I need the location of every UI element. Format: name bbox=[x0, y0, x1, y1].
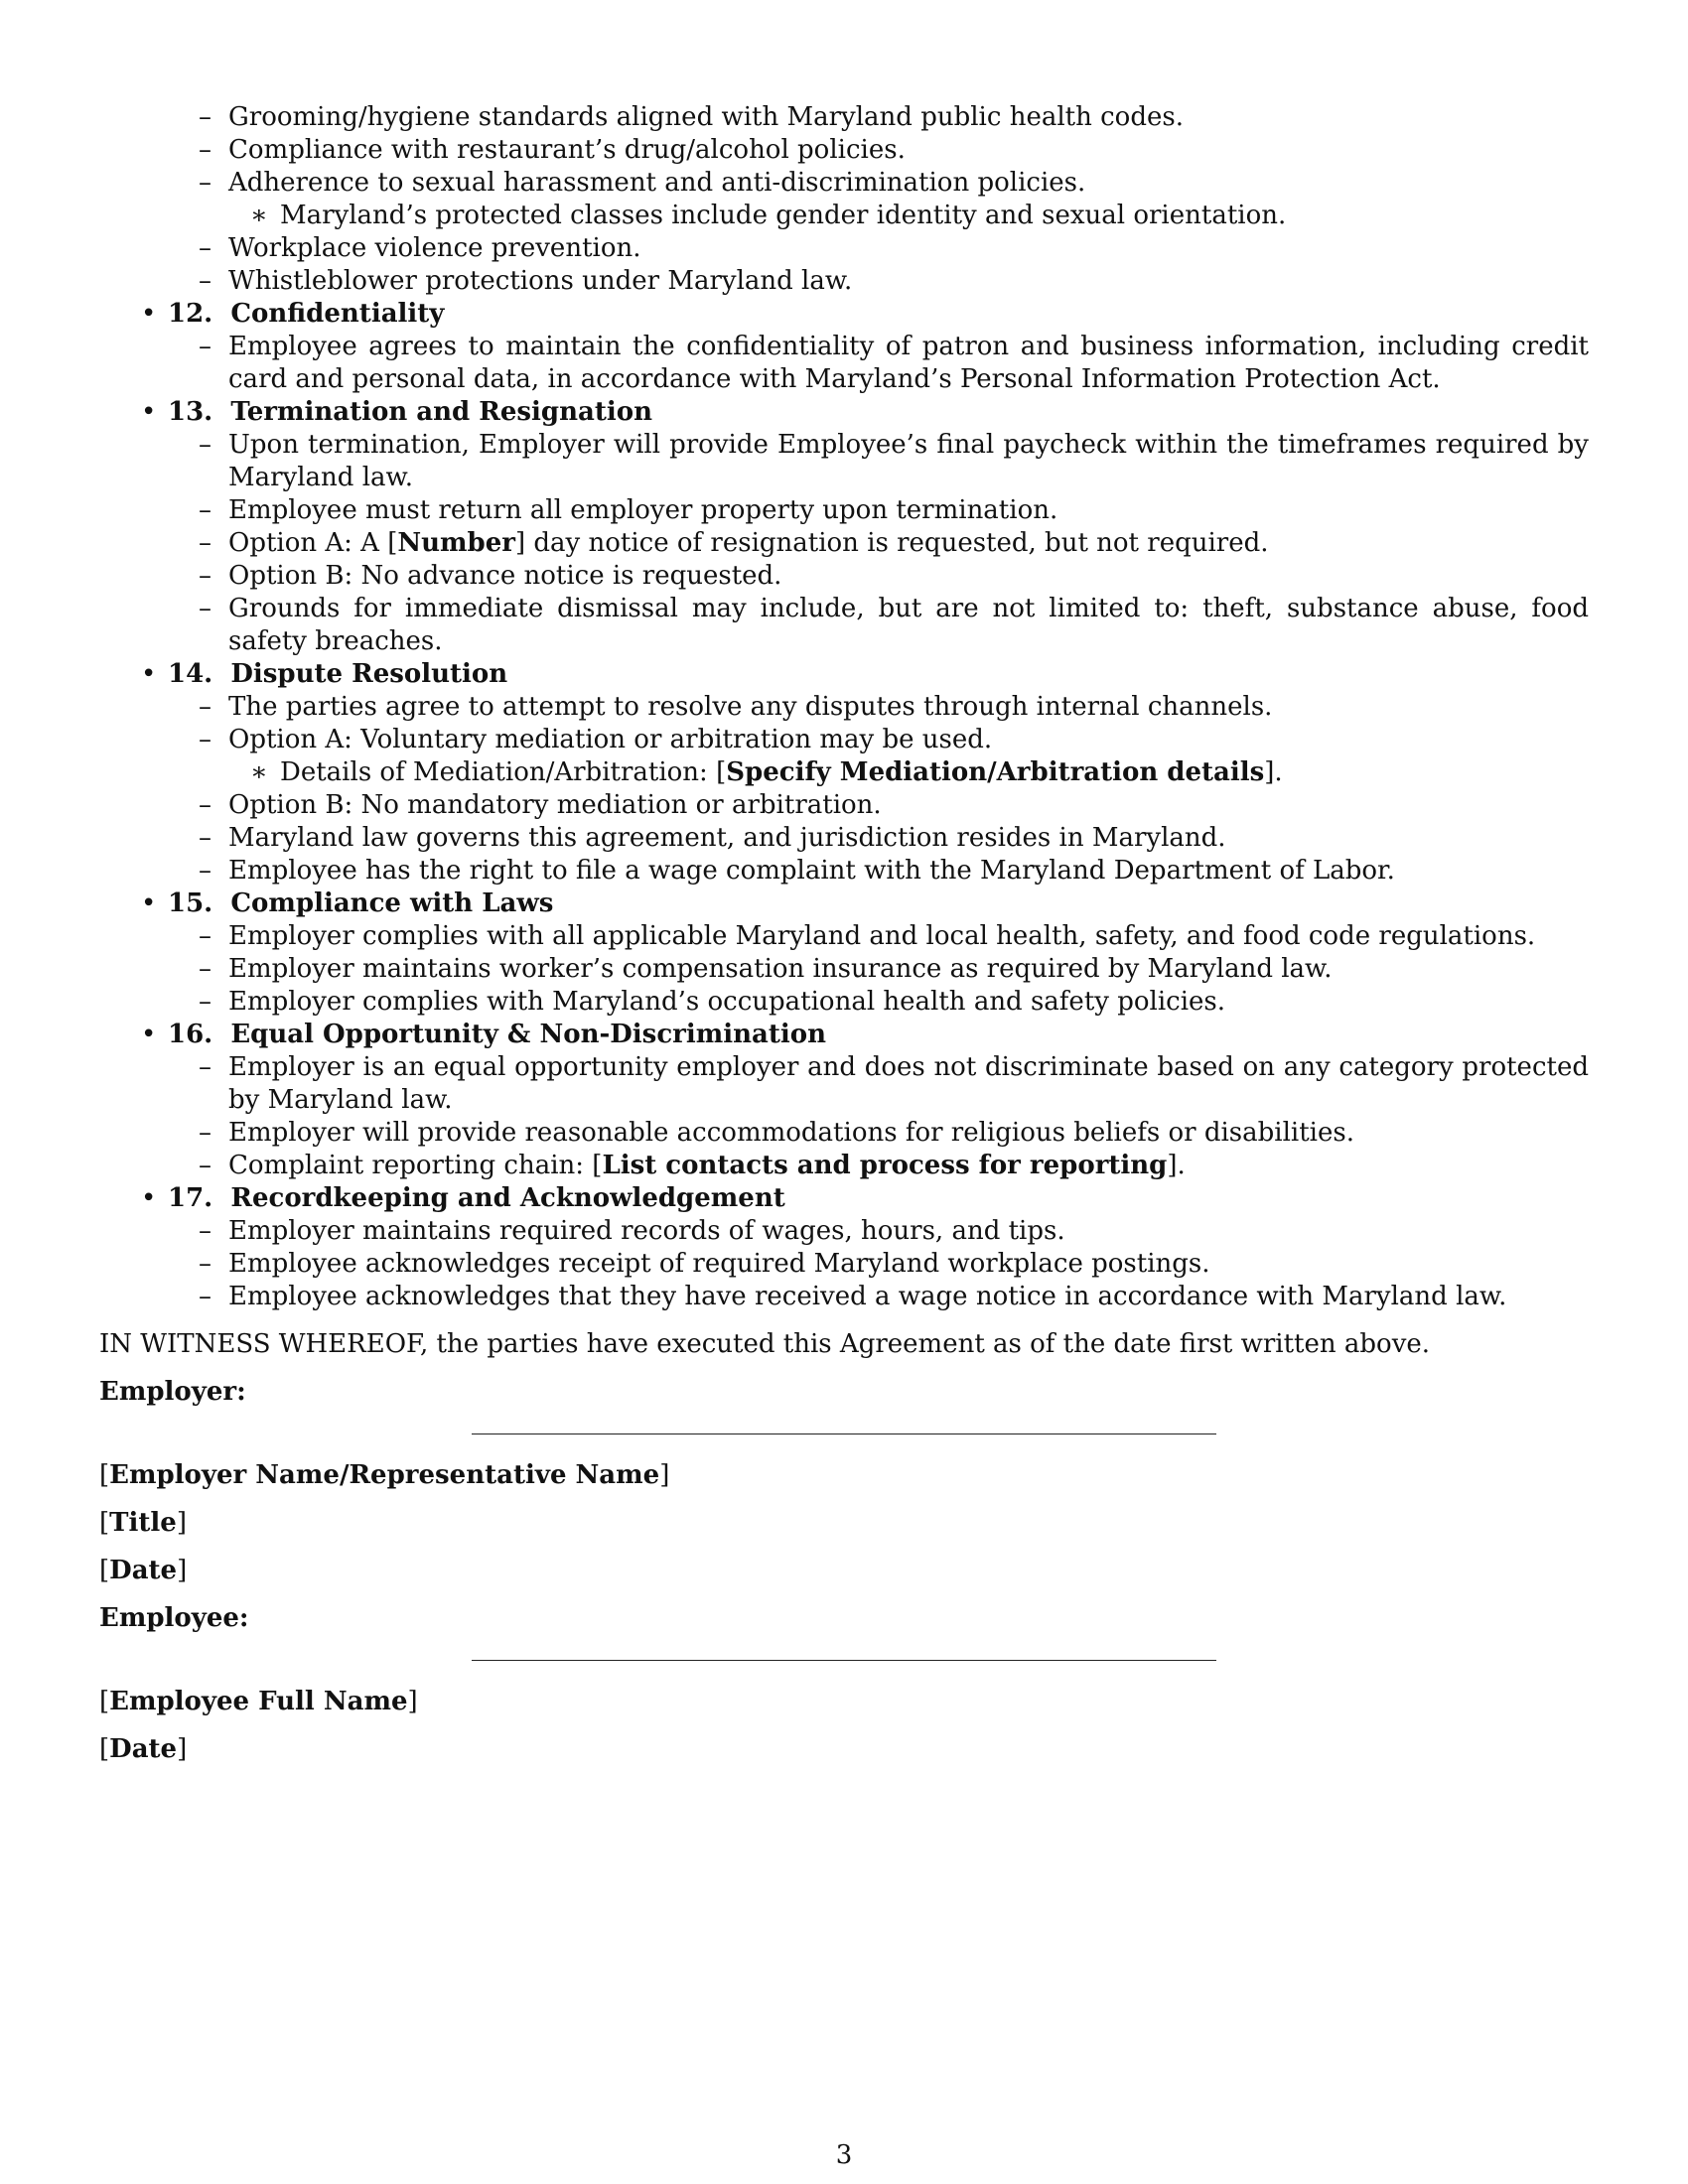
section-title bbox=[168, 1183, 785, 1213]
section-heading bbox=[99, 396, 1589, 429]
item-text: – Compliance with restaurant’s drug/alcohol policies. bbox=[228, 135, 906, 165]
item-text: – Upon termination, Employer will provide Employee’s final paycheck within the timeframes required by Maryland law. bbox=[228, 430, 1589, 492]
item-text-pre: Details of Mediation/Arbitration: [ bbox=[280, 757, 727, 787]
section-title-text: Termination and Resignation bbox=[230, 397, 652, 427]
item-text-post: ]. bbox=[1167, 1151, 1186, 1180]
employer-title-field: [Title] bbox=[99, 1508, 187, 1538]
list-item bbox=[99, 1215, 1589, 1248]
document-body bbox=[99, 101, 1589, 1766]
section-heading bbox=[99, 887, 1589, 920]
placeholder-field: Specify Mediation/Arbitration details bbox=[726, 757, 1265, 787]
employer-date-field: [Date] bbox=[99, 1556, 188, 1585]
item-text: – Employee has the right to file a wage complaint with the Maryland Department of Labor. bbox=[228, 856, 1395, 886]
list-item bbox=[99, 265, 1589, 298]
list-item bbox=[99, 789, 1589, 822]
item-text: – Employer is an equal opportunity employer and does not discriminate based on any category protected by Maryland law. bbox=[228, 1052, 1589, 1115]
item-text: – Employer complies with Maryland’s occupational health and safety policies. bbox=[228, 987, 1226, 1017]
item-text: – Employer maintains required records of wages, hours, and tips. bbox=[228, 1216, 1065, 1246]
list-item bbox=[99, 232, 1589, 265]
employer-name-field: [Employer Name/Representative Name] bbox=[99, 1460, 670, 1490]
section-number: 16. bbox=[168, 1020, 213, 1049]
item-text bbox=[228, 1150, 1589, 1182]
sub-list-item bbox=[99, 756, 1589, 789]
section-list bbox=[99, 298, 1589, 1313]
list-item bbox=[99, 331, 1589, 396]
employer-signature-line[interactable] bbox=[472, 1433, 1216, 1434]
placeholder-field: Number bbox=[397, 528, 515, 558]
list-item bbox=[99, 855, 1589, 887]
section-heading bbox=[99, 658, 1589, 691]
item-text bbox=[280, 756, 1589, 789]
list-item bbox=[99, 724, 1589, 756]
employee-date-field: [Date] bbox=[99, 1734, 188, 1764]
section-title bbox=[168, 299, 444, 329]
placeholder-field: List contacts and process for reporting bbox=[602, 1151, 1168, 1180]
list-item bbox=[99, 527, 1589, 560]
section-title-text: Dispute Resolution bbox=[230, 659, 508, 689]
item-text: – Grounds for immediate dismissal may include, but are not limited to: theft, substance abuse, food safety breaches. bbox=[228, 594, 1589, 656]
item-text: – Grooming/hygiene standards aligned with Maryland public health codes. bbox=[228, 102, 1184, 132]
item-text: – Option B: No mandatory mediation or arbitration. bbox=[228, 790, 882, 820]
item-text-post: ] day notice of resignation is requested, but not required. bbox=[514, 528, 1269, 558]
list-item bbox=[99, 691, 1589, 724]
witness-statement: IN WITNESS WHEREOF, the parties have executed this Agreement as of the date first written above. bbox=[99, 1329, 1431, 1359]
list-item bbox=[99, 494, 1589, 527]
list-item bbox=[99, 822, 1589, 855]
employee-name-field: [Employee Full Name] bbox=[99, 1687, 418, 1716]
section-title-text: Recordkeeping and Acknowledgement bbox=[230, 1183, 785, 1213]
list-item bbox=[99, 134, 1589, 167]
section-number: 17. bbox=[168, 1183, 213, 1213]
section-title-text: Compliance with Laws bbox=[230, 888, 554, 918]
item-text: – Employee acknowledges receipt of required Maryland workplace postings. bbox=[228, 1249, 1210, 1279]
item-text: – Employee acknowledges that they have received a wage notice in accordance with Maryland law. bbox=[228, 1282, 1507, 1311]
list-item bbox=[99, 1117, 1589, 1150]
section-title-text: Confidentiality bbox=[230, 299, 445, 329]
item-text: – Adherence to sexual harassment and anti-discrimination policies. bbox=[228, 168, 1086, 198]
section-number: 14. bbox=[168, 659, 213, 689]
item-text: – Option A: Voluntary mediation or arbitration may be used. bbox=[228, 725, 993, 754]
item-text: – Workplace violence prevention. bbox=[228, 233, 641, 263]
item-text: – Employer complies with all applicable Maryland and local health, safety, and food code regulations. bbox=[228, 921, 1536, 951]
section-title bbox=[168, 397, 652, 427]
list-item bbox=[99, 560, 1589, 593]
item-text-post: ]. bbox=[1264, 757, 1283, 787]
section-title bbox=[168, 888, 553, 918]
item-text: – Employer will provide reasonable accommodations for religious beliefs or disabilities. bbox=[228, 1118, 1354, 1148]
list-item bbox=[99, 1150, 1589, 1182]
list-item bbox=[99, 1051, 1589, 1117]
section-title bbox=[168, 659, 507, 689]
item-text: – Maryland law governs this agreement, and jurisdiction resides in Maryland. bbox=[228, 823, 1226, 853]
item-text-pre: Option A: A [ bbox=[228, 528, 398, 558]
sub-list-item bbox=[99, 200, 1589, 232]
page-number: 3 bbox=[835, 2140, 853, 2170]
list-item bbox=[99, 429, 1589, 494]
employee-label: Employee: bbox=[99, 1603, 249, 1633]
section-title-text: Equal Opportunity & Non-Discrimination bbox=[230, 1020, 826, 1049]
item-text: – The parties agree to attempt to resolve any disputes through internal channels. bbox=[228, 692, 1273, 722]
list-item bbox=[99, 101, 1589, 134]
section-number: 15. bbox=[168, 888, 213, 918]
section-heading bbox=[99, 1182, 1589, 1215]
section-number: 12. bbox=[168, 299, 213, 329]
employee-signature-line[interactable] bbox=[472, 1660, 1216, 1661]
list-item bbox=[99, 593, 1589, 658]
item-text bbox=[228, 527, 1589, 560]
item-text: – Whistleblower protections under Maryland law. bbox=[228, 266, 853, 296]
list-item bbox=[99, 953, 1589, 986]
list-item bbox=[99, 167, 1589, 200]
item-text: – Employer maintains worker’s compensation insurance as required by Maryland law. bbox=[228, 954, 1333, 984]
item-text: – Employee agrees to maintain the confidentiality of patron and business information, including credit card and personal data, in accordance with Maryland’s Personal Information Protection Act. bbox=[228, 332, 1589, 394]
continued-list bbox=[99, 101, 1589, 298]
section-number: 13. bbox=[168, 397, 213, 427]
list-item bbox=[99, 920, 1589, 953]
employer-label: Employer: bbox=[99, 1377, 246, 1407]
section-heading bbox=[99, 298, 1589, 331]
list-item bbox=[99, 1248, 1589, 1281]
section-title bbox=[168, 1020, 826, 1049]
item-text: ∗ Maryland’s protected classes include gender identity and sexual orientation. bbox=[280, 201, 1287, 230]
list-item bbox=[99, 986, 1589, 1019]
section-heading bbox=[99, 1019, 1589, 1051]
item-text: – Option B: No advance notice is requested. bbox=[228, 561, 782, 591]
item-text-pre: Complaint reporting chain: [ bbox=[228, 1151, 603, 1180]
list-item bbox=[99, 1281, 1589, 1313]
item-text: – Employee must return all employer property upon termination. bbox=[228, 495, 1058, 525]
